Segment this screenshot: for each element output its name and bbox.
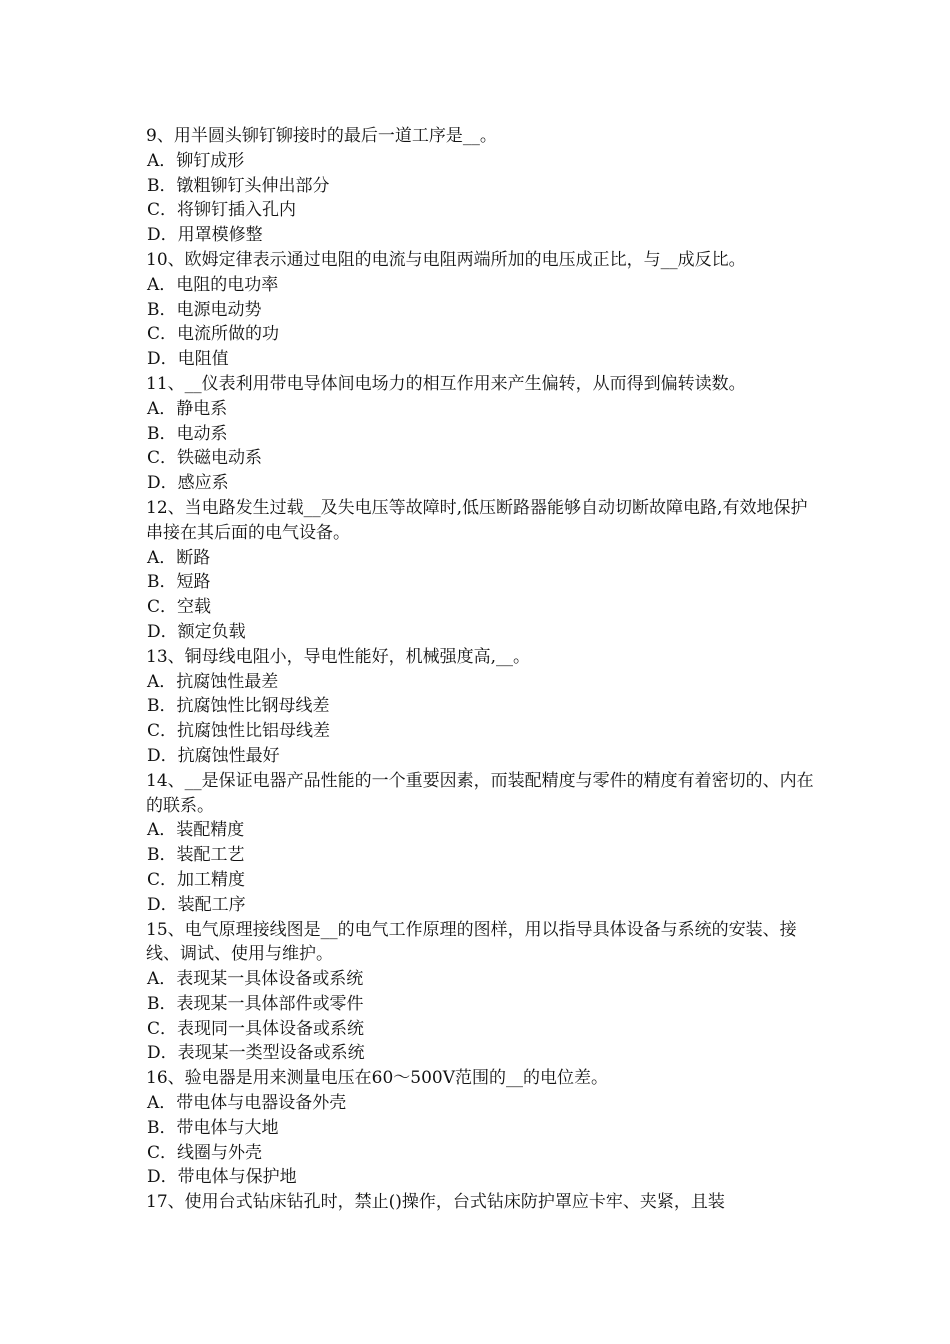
option-c: C．抗腐蚀性比铝母线差 xyxy=(147,721,331,742)
question-16 xyxy=(146,1066,816,1190)
option-a: A．电阻的电功率 xyxy=(147,274,279,295)
option-b: B．表现某一具体部件或零件 xyxy=(147,993,364,1014)
option-a: A．带电体与电器设备外壳 xyxy=(147,1093,347,1114)
option-d: D．带电体与保护地 xyxy=(147,1167,297,1188)
option-c: C．表现同一具体设备或系统 xyxy=(147,1018,365,1039)
option-b: B．电动系 xyxy=(147,423,228,444)
question-stem: 9、用半圆头铆钉铆接时的最后一道工序是__。 xyxy=(146,126,497,146)
question-14 xyxy=(146,769,816,918)
option-d: D．用罩模修整 xyxy=(147,225,263,246)
question-stem: 12、当电路发生过载__及失电压等故障时,低压断路器能够自动切断故障电路,有效地保护串接在其后面的电气设备。 xyxy=(146,497,808,543)
option-d: D．表现某一类型设备或系统 xyxy=(147,1043,365,1064)
question-stem: 14、__是保证电器产品性能的一个重要因素，而装配精度与零件的精度有着密切的、内在的联系。 xyxy=(146,770,814,816)
option-c: C．线圈与外壳 xyxy=(147,1142,263,1163)
option-d: D．装配工序 xyxy=(147,894,246,915)
option-d: D．电阻值 xyxy=(147,349,229,370)
question-11 xyxy=(146,372,816,496)
option-d: D．抗腐蚀性最好 xyxy=(147,745,280,766)
option-b: B．电源电动势 xyxy=(147,299,262,320)
option-a: A．静电系 xyxy=(147,398,228,419)
question-stem: 11、__仪表利用带电导体间电场力的相互作用来产生偏转，从而得到偏转读数。 xyxy=(146,373,746,394)
option-a: A．断路 xyxy=(147,547,211,568)
question-10 xyxy=(146,248,816,372)
question-list xyxy=(146,124,816,1215)
question-stem: 13、铜母线电阻小，导电性能好，机械强度高,__。 xyxy=(146,646,531,667)
option-b: B．带电体与大地 xyxy=(147,1117,279,1138)
question-stem: 15、电气原理接线图是__的电气工作原理的图样，用以指导具体设备与系统的安装、接线、调试、使用与维护。 xyxy=(146,919,797,965)
option-d: D．感应系 xyxy=(147,473,229,494)
question-9 xyxy=(146,124,816,248)
question-17 xyxy=(146,1190,816,1215)
option-c: C．铁磁电动系 xyxy=(147,448,263,469)
question-stem: 17、使用台式钻床钻孔时，禁止()操作，台式钻床防护罩应卡牢、夹紧，且装 xyxy=(146,1192,725,1213)
option-b: B．镦粗铆钉头伸出部分 xyxy=(147,175,330,196)
question-stem: 10、欧姆定律表示通过电阻的电流与电阻两端所加的电压成正比，与__成反比。 xyxy=(146,249,746,270)
option-a: A．抗腐蚀性最差 xyxy=(147,671,279,692)
option-c: C．将铆钉插入孔内 xyxy=(147,200,297,221)
option-d: D．额定负载 xyxy=(147,621,246,642)
question-12 xyxy=(146,496,816,645)
option-c: C．空载 xyxy=(147,597,212,618)
option-b: B．装配工艺 xyxy=(147,845,245,866)
option-a: A．装配精度 xyxy=(147,820,245,841)
question-stem: 16、验电器是用来测量电压在60～500V范围的__的电位差。 xyxy=(146,1068,608,1089)
option-a: A．表现某一具体设备或系统 xyxy=(147,969,364,990)
option-c: C．电流所做的功 xyxy=(147,324,280,345)
question-13 xyxy=(146,645,816,769)
option-a: A．铆钉成形 xyxy=(147,150,245,171)
question-15 xyxy=(146,918,816,1067)
option-b: B．短路 xyxy=(147,572,211,593)
option-c: C．加工精度 xyxy=(147,869,246,890)
option-b: B．抗腐蚀性比钢母线差 xyxy=(147,696,330,717)
